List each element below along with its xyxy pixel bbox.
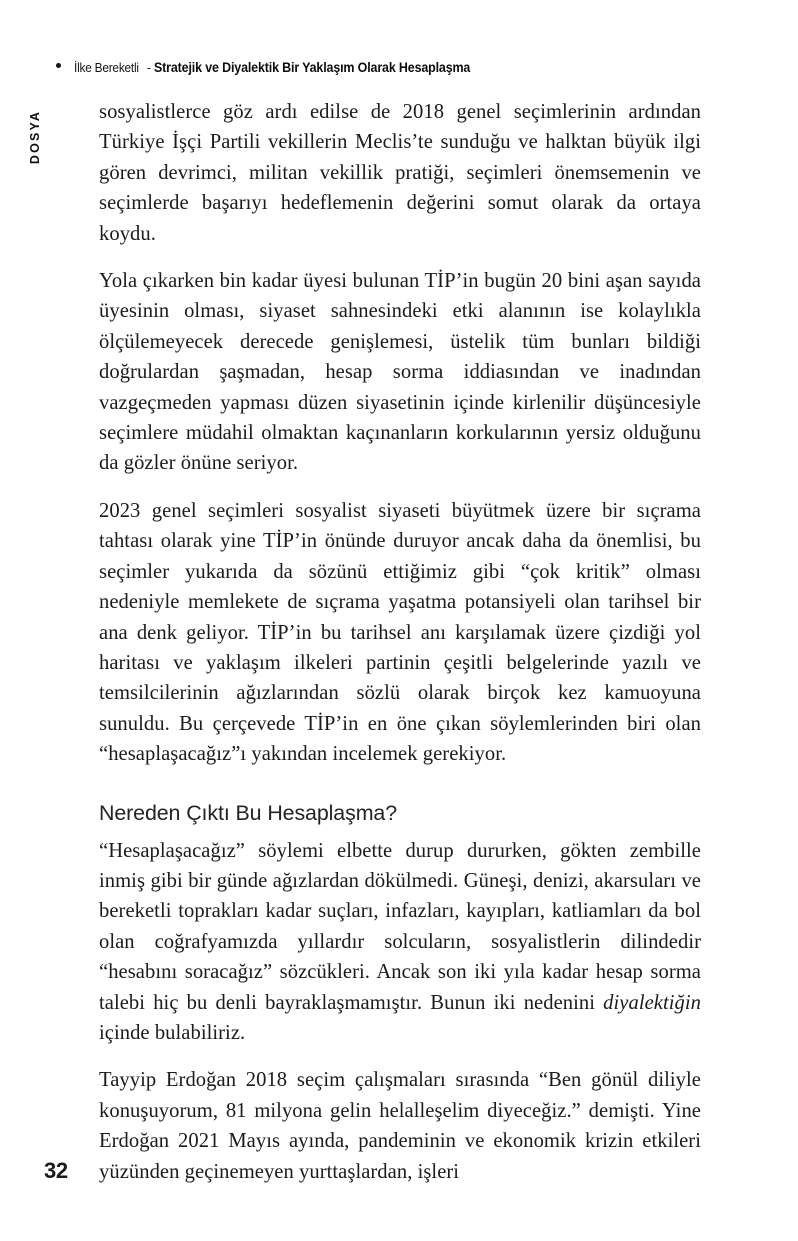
text-column — [99, 97, 701, 1187]
running-head-separator: - — [146, 60, 151, 75]
running-head-author: İlke Bereketli — [74, 60, 139, 75]
section-tab-label: DOSYA — [28, 109, 42, 165]
body-paragraph — [99, 836, 701, 1049]
running-head — [56, 60, 756, 75]
body-paragraph: Yola çıkarken bin kadar üyesi bulunan TİP’in bugün 20 bini aşan sayıda üyesinin olması, siyaset sahnesindeki etki alanının ise kolaylıkla ölçülemeyecek derecede genişlemesi, üstelik tüm bunları bildiği doğrulardan şaşmadan, hesap sorma iddiasından ve inadından vazgeçmeden yapması düzen siyasetinin içinde kirlenilir düşüncesiyle seçimlere müdahil olmaktan kaçınanların korkularının yersiz olduğunu da gözler önüne seriyor. — [99, 270, 701, 475]
body-paragraph: Tayyip Erdoğan 2018 seçim çalışmaları sırasında “Ben gönül diliyle konuşuyorum, 81 milyona gelin helalleşelim diyeceğiz.” demişti. Yine Erdoğan 2021 Mayıs ayında, pandeminin ve ekonomik krizin etkileri yüzünden geçinemeyen yurttaşlardan, işleri — [99, 1069, 701, 1183]
bullet-icon — [56, 63, 61, 68]
body-paragraph: sosyalistlerce göz ardı edilse de 2018 genel seçimlerinin ardından Türkiye İşçi Partili vekillerin Meclis’te sunduğu ve halktan büyük ilgi gören devrimci, militan vekillik pratiği, seçimleri önemsemenin ve seçimlerde başarıyı hedeflemenin değerini somut olarak da ortaya koydu. — [99, 101, 701, 245]
paragraph-text-segment: içinde bulabiliriz. — [99, 1021, 246, 1044]
section-heading: Nereden Çıktı Bu Hesaplaşma? — [99, 800, 398, 825]
emphasis-term: diyalektiğin — [603, 991, 701, 1014]
body-paragraph: 2023 genel seçimleri sosyalist siyaseti büyütmek üzere bir sıçrama tahtası olarak yine TİP’in önünde duruyor ancak daha da önemlisi, bu seçimler yukarıda da sözünü ettiğimiz gibi “çok kritik” olması nedeniyle memlekete de sıçrama yaşatma potansiyeli olan tarihsel bir ana denk geliyor. TİP’in bu tarihsel anı karşılamak üzere çizdiği yol haritası ve yaklaşım ilkeleri partinin çeşitli belgelerinde yazılı ve temsilcilerinin ağızlarından sözlü olarak birçok kez kamuoyuna sunuldu. Bu çerçevede TİP’in en öne çıkan söylemlerinden biri olan “hesaplaşacağız”ı yakından incelemek gerekiyor. — [99, 499, 701, 766]
paragraph-text-segment: “Hesaplaşacağız” söylemi elbette durup dururken, gökten zembille inmiş gibi bir günde ağızlardan dökülmedi. Güneşi, denizi, akarsuları ve bereketli toprakları kadar suçları, infazları, kayıpları, katliamları da bol olan coğrafyamızda yıllardır solcuların, sosyalistlerin dilindedir “hesabını soracağız” sözcükleri. Ancak son iki yıla kadar hesap sorma talebi hiç bu denli bayraklaşmamıştır. Bunun iki nedenini — [99, 839, 701, 1014]
running-head-title: Stratejik ve Diyalektik Bir Yaklaşım Olarak Hesaplaşma — [154, 60, 471, 75]
section-tab — [22, 92, 48, 182]
page-number: 32 — [44, 1158, 68, 1183]
